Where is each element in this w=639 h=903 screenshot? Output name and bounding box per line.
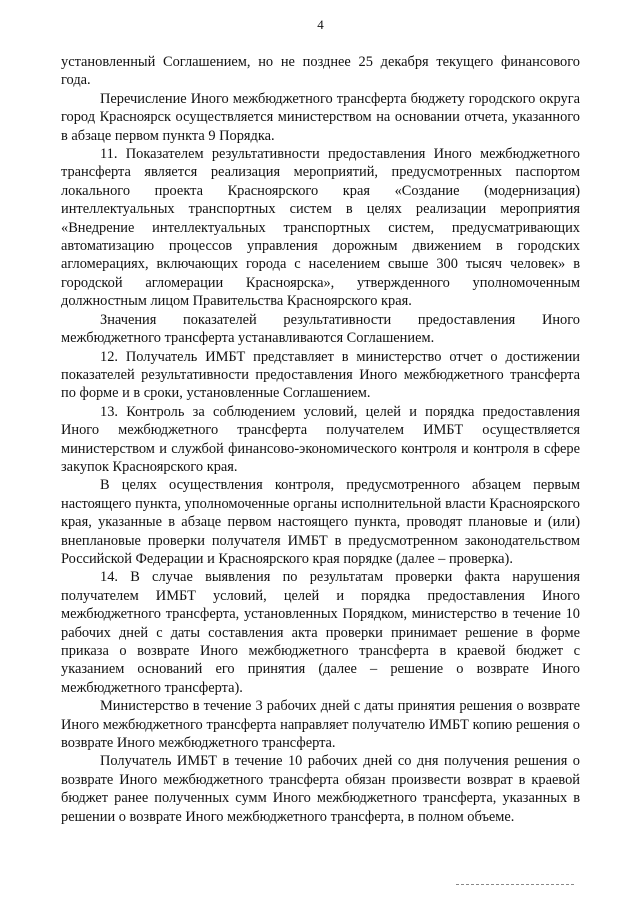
paragraph-recipient-refund: Получатель ИМБТ в течение 10 рабочих дней со дня получения решения о возврате Иного межбюджетного трансферта обязан произвести возврат в краевой бюджет ранее полученных сумм Иного межбюджетного трансферта, указанных в решении о возврате Иного межбюджетного трансферта, в полном объеме. (61, 753, 580, 825)
document-body (61, 53, 580, 826)
paragraph-item-13: 13. Контроль за соблюдением условий, целей и порядка предоставления Иного межбюджетного трансферта получателем ИМБТ осуществляется министерством и службой финансово-экономического контроля и контроля в сфере закупок Красноярского края. (61, 403, 580, 475)
page-number: 4 (317, 17, 324, 32)
paragraph-item-12: 12. Получатель ИМБТ представляет в министерство отчет о достижении показателей результативности предоставления Иного межбюджетного трансферта по форме и в сроки, установленные Соглашением. (61, 348, 580, 402)
paragraph-transfer-payment: Перечисление Иного межбюджетного трансферта бюджету городского округа город Красноярск осуществляется министерством на основании отчета, указанного в абзаце первом пункта 9 Порядка. (61, 90, 580, 144)
paragraph-indicator-values: Значения показателей результативности предоставления Иного межбюджетного трансферта устанавливаются Соглашением. (61, 311, 580, 347)
footer-divider (456, 884, 574, 885)
paragraph-continuation: установленный Соглашением, но не позднее 25 декабря текущего финансового года. (61, 54, 580, 89)
paragraph-ministry-notice: Министерство в течение 3 рабочих дней с даты принятия решения о возврате Иного межбюджетного трансферта направляет получателю ИМБТ копию решения о возврате Иного межбюджетного трансферта. (61, 698, 580, 752)
paragraph-control-inspections: В целях осуществления контроля, предусмотренного абзацем первым настоящего пункта, уполномоченные органы исполнительной власти Красноярского края, указанные в абзаце первом настоящего пункта, проводят плановые и (или) внеплановые проверки получателя ИМБТ в предусмотренном законодательством Российской Федерации и Красноярского края порядке (далее – проверка). (61, 477, 580, 567)
paragraph-item-14: 14. В случае выявления по результатам проверки факта нарушения получателем ИМБТ условий, целей и порядка предоставления Иного межбюджетного трансферта, установленных Порядком, министерство в течение 10 рабочих дней с даты составления акта проверки принимает решение в форме приказа о возврате Иного межбюджетного трансферта в краевой бюджет с указанием оснований его принятия (далее – решение о возврате Иного межбюджетного трансферта). (61, 569, 580, 696)
paragraph-item-11: 11. Показателем результативности предоставления Иного межбюджетного трансферта является реализация мероприятий, предусмотренных паспортом локального проекта Красноярского края «Создание (модернизация) интеллектуальных транспортных систем в целях реализации мероприятия «Внедрение интеллектуальных транспортных систем, предусматривающих автоматизацию процессов управления дорожным движением в городских агломерациях, включающих города с населением свыше 300 тысяч человек» в городской агломерации Красноярска», утвержденного уполномоченным должностным лицом Правительства Красноярского края. (61, 146, 580, 310)
